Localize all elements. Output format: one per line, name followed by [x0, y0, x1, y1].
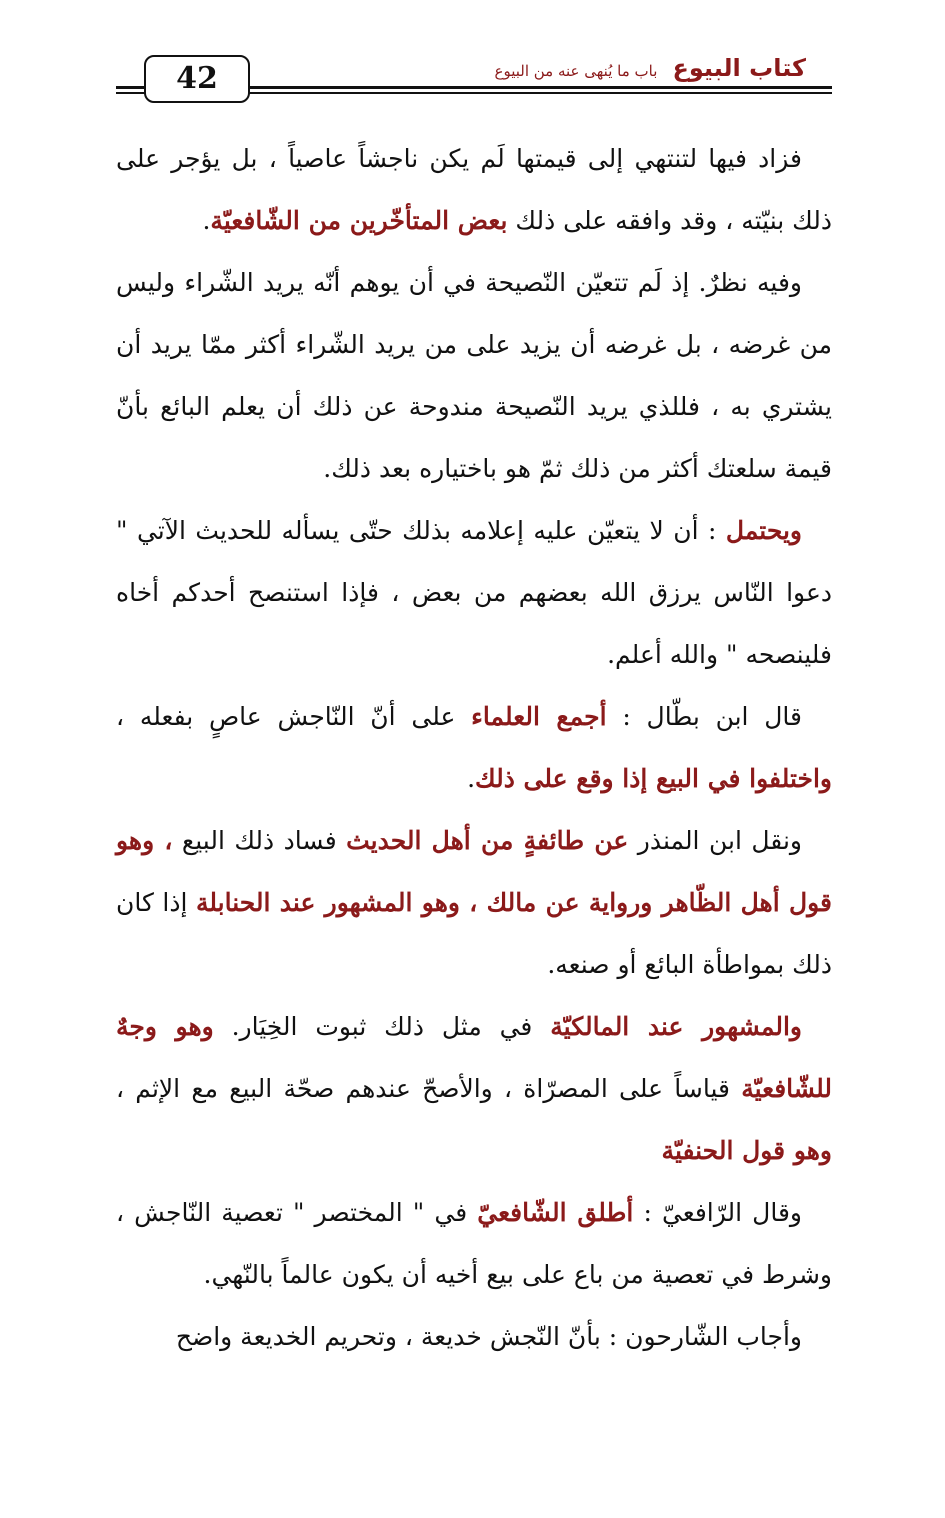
paragraph	[116, 252, 832, 500]
book-title: كتاب البيوع	[672, 54, 806, 82]
emphasis-segment: واختلفوا في البيع إذا وقع على ذلك	[475, 764, 832, 793]
paragraph	[116, 128, 832, 252]
header-titles	[489, 52, 813, 84]
text-segment: : أن لا يتعيّن عليه إعلامه بذلك حتّى يسأله للحديث الآتي " دعوا النّاس يرزق الله بعضهم من بعض ، فإذا استنصح أحدكم أخاه فلينصحه " والله أعلم.	[116, 516, 832, 669]
paragraph	[116, 686, 832, 810]
text-segment: وقال الرّافعيّ :	[633, 1198, 802, 1227]
text-segment: إذا كان ذلك بمواطأة البائع أو صنعه.	[116, 888, 832, 979]
text-segment: وفيه نظرٌ. إذ لَم تتعيّن النّصيحة في أن يوهم أنّه يريد الشّراء وليس من غرضه ، بل غرضه أن يزيد على من يريد الشّراء أكثر ممّا يريد أن يشتري به ، فللذي يريد النّصيحة مندوحة عن ذلك أن يعلم البائع بأنّ قيمة سلعتك أكثر من ذلك ثمّ هو باختياره بعد ذلك.	[116, 268, 832, 483]
text-segment: في " المختصر " تعصية النّاجش ، وشرط في تعصية من باع على بيع أخيه أن يكون عالماً بالنّهي.	[116, 1198, 832, 1289]
chapter-title: باب ما يُنهى عنه من البيوع	[494, 62, 658, 80]
page-header	[116, 52, 832, 102]
text-segment: فزاد فيها لتنتهي إلى قيمتها لَم يكن ناجشاً عاصياً ، بل يؤجر على ذلك بنيّته ، وقد وافقه على ذلك	[116, 144, 832, 235]
emphasis-segment: أجمع العلماء	[471, 702, 607, 731]
paragraph	[116, 500, 832, 686]
text-segment: قياساً على المصرّاة ، والأصحّ عندهم صحّة البيع مع الإثم ،	[116, 1074, 742, 1103]
emphasis-segment: وهو وجهٌ للشّافعيّة	[116, 1012, 832, 1103]
emphasis-segment: بعض المتأخّرين من الشّافعيّة	[210, 206, 508, 235]
text-segment: ونقل ابن المنذر	[628, 826, 802, 855]
text-segment: وأجاب الشّارحون : بأنّ النّجش خديعة ، وتحريم الخديعة واضح	[175, 1322, 802, 1351]
paragraph	[116, 810, 832, 996]
text-segment: في مثل ذلك ثبوت الخِيَار.	[213, 1012, 551, 1041]
page-number: 42	[144, 55, 250, 103]
text-segment: .	[202, 206, 211, 235]
paragraph	[116, 1182, 832, 1306]
page-body	[116, 128, 832, 1368]
text-segment: على أنّ النّاجش عاصٍ بفعله ،	[116, 702, 472, 731]
emphasis-segment: وهو قول الحنفيّة	[661, 1136, 832, 1165]
text-segment: قال ابن بطّال :	[606, 702, 803, 731]
emphasis-segment: ويحتمل	[725, 516, 802, 545]
emphasis-segment: أطلق الشّافعيّ	[477, 1198, 634, 1227]
paragraph	[116, 996, 832, 1182]
text-segment: .	[467, 764, 476, 793]
emphasis-segment: عن طائفةٍ من أهل الحديث	[346, 826, 629, 855]
paragraph	[116, 1306, 832, 1368]
text-segment: فساد ذلك البيع	[172, 826, 347, 855]
emphasis-segment: والمشهور عند المالكيّة	[550, 1012, 802, 1041]
emphasis-segment: ، وهو قول أهل الظّاهر ورواية عن مالك ، وهو المشهور عند الحنابلة	[116, 826, 832, 917]
